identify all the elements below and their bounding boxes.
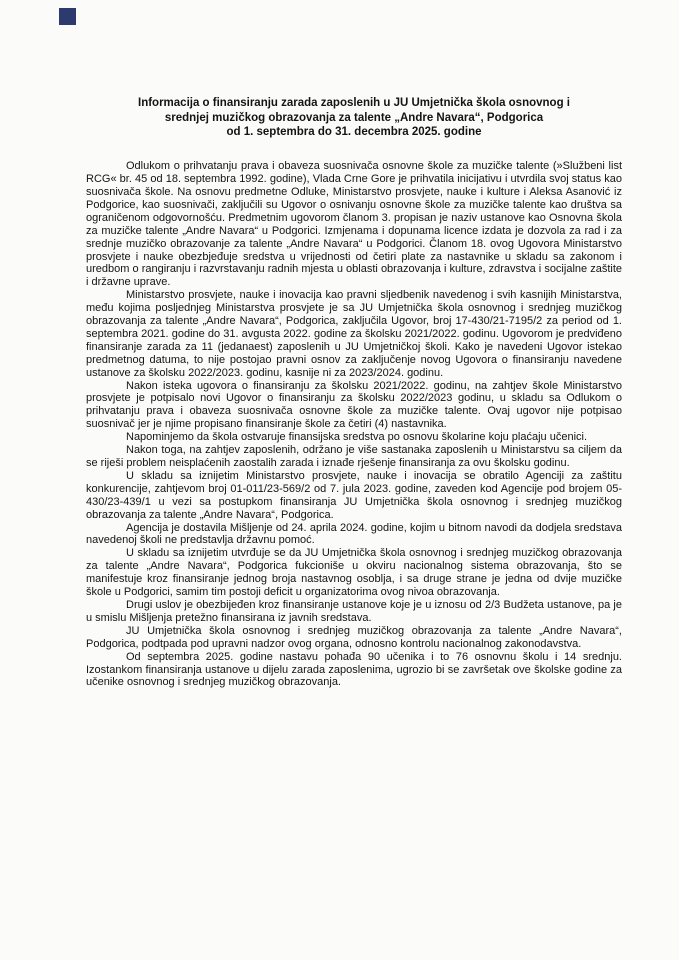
paragraph: Agencija je dostavila Mišljenje od 24. aprila 2024. godine, kojim u bitnom navodi da dodjela sredstava navedenoj školi ne predstavlja državnu pomoć. — [86, 521, 622, 547]
paragraph: Od septembra 2025. godine nastavu pohađa 90 učenika i to 76 osnovnu školu i 14 srednju. Izostankom finansiranja ustanove u dijelu zarada zaposlenima, ugrozio bi se završetak ove školske godine za učenike osnovnog i srednjeg muzičkog obrazovanja. — [86, 650, 622, 689]
title-line-2: srednjej muzičkog obrazovanja za talente „Andre Navara“, Podgorica — [164, 111, 544, 124]
paragraph: Nakon toga, na zahtjev zaposlenih, održano je više sastanaka zaposlenih u Ministarstvu sa ciljem da se riješi problem neisplaćenih zaostalih zarada i iznađe rješenje finansiranja za ovu školsku godinu. — [86, 444, 622, 469]
paragraph: Odlukom o prihvatanju prava i obaveza suosnivača osnovne škole za muzičke talente (»Službeni list RCG« br. 45 od 18. septembra 1992. godine), Vlada Crne Gore je prihvatila inicijativu i utvrdila svoj status kao suosnivača škole. Na osnovu predmetne Odluke, Ministarstvo prosvjete, nauke i kulture i Aleksa Asanović iz Podgorice, kao suosnivači, zaključili su Ugovor o osnivanju osnovne škole za muzičke talente kao društva sa ograničenom odgovornošću. Predmetnim ugovorom članom 3. propisan je naziv ustanove kao Osnovna škola za muzičke talente „Andre Navara“ u Podgorici. Izmjenama i dopunama licence izdata je dozvola za rad i za srednje muzičko obrazovanje za talente „Andre Navara“ u Podgorici. Članom 18. ovog Ugovora Ministarstvo prosvjete i nauke obezbjeđuje sredstva u vrijednosti od četiri plate za nastavnike u skladu sa zakonom i uredbom o rangiranju i razvrstavanju radnih mjesta u oblasti obrazovanja i kulture, zdravstva i socijalne zaštite i državne uprave. — [86, 160, 622, 289]
paragraph: U skladu sa iznijetim Ministarstvo prosvjete, nauke i inovacija se obratilo Agenciji za zaštitu konkurencije, zahtjevom broj 01-011/23-569/2 od 7. jula 2023. godine, zaveden kod Agencije pod brojem 05-430/23-439/1 u vezi sa postupkom finansiranja JU Umjetnička škola osnovnog i srednjeg muzičkog obrazovanja za talente „Andre Navara“, Podgorica. — [86, 469, 622, 521]
corner-mark — [59, 8, 76, 25]
paragraph: JU Umjetnička škola osnovnog i srednjeg muzičkog obrazovanja za talente „Andre Navara“, Podgorica, podtpada pod upravni nadzor ovog organa, odnosno kontrolu nacionalnog zakonodavstva. — [86, 624, 622, 650]
document-body — [86, 160, 622, 689]
document-content — [86, 96, 622, 689]
paragraph: U skladu sa iznijetim utvrđuje se da JU Umjetnička škola osnovnog i srednjeg muzičkog obrazovanja za talente „Andre Navara“, Podgorica fukcioniše u okviru nacionalnog sistema obrazovanja, što se manifestuje kroz finansiranje jednog broja nastavnog osoblja, i sa druge strane je jedna od dvije muzičke škole u Podgorici, samim tim postoji deficit u organizatorima ovog nivoa obrazovanja. — [86, 547, 622, 599]
paragraph: Ministarstvo prosvjete, nauke i inovacija kao pravni sljedbenik navedenog i svih kasnijih Ministarstva, među kojima posljednjeg Ministarstva prosvjete je sa JU Umjetnička škola osnovnog i srednjeg muzičkog obrazovanja za talente „Andre Navara“, Podgorica, zaključila Ugovor, broj 17-430/21-7195/2 za period od 1. septembra 2021. godine do 31. avgusta 2022. godine za školsku 2021/2022. godinu. Ugovorom je predviđeno finansiranje zarada za 11 (jedanaest) zaposlenih u JU Umjetničkoj školi. Kako je navedeni Ugovor istekao predmetnog datuma, to nije postojao pravni osnov za zaključenje novog Ugovora o finansiranju navedene ustanove za školsku 2022/2023. godinu, kasnije ni za 2023/2024. godinu. — [86, 289, 622, 379]
title-line-3: od 1. septembra do 31. decembra 2025. godine — [226, 126, 482, 139]
paragraph: Drugi uslov je obezbijeđen kroz finansiranje ustanove koje je u iznosu od 2/3 Budžeta ustanove, pa je u smislu Mišljenja pretežno finansirana iz javnih sredstava. — [86, 598, 622, 624]
document-title — [86, 96, 622, 140]
title-line-1: Informacija o finansiranju zarada zaposlenih u JU Umjetnička škola osnovnog i — [138, 97, 570, 109]
paragraph: Nakon isteka ugovora o finansiranju za školsku 2021/2022. godinu, na zahtjev škole Ministarstvo prosvjete je potpisalo novi Ugovor o finansiranju za školsku 2022/2023 godinu, u skladu sa Odlukom o prihvatanju prava i obaveza suosnivača osnovne škole za muzičke talente. Ovaj ugovor nije potpisao suosnivač jer je njime propisano finansiranje škole za četiri (4) nastavnika. — [86, 379, 622, 431]
paragraph: Napominjemo da škola ostvaruje finansijska sredstva po osnovu školarine koju plaćaju učenici. — [126, 431, 588, 444]
